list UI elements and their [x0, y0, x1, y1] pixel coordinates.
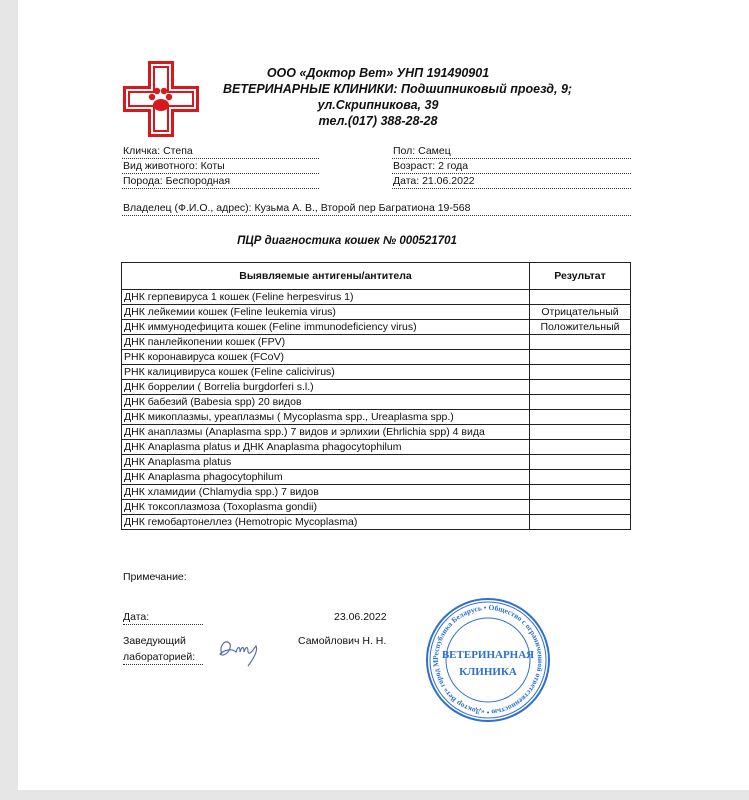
table-row: [122, 440, 631, 455]
test-result: [530, 410, 631, 425]
clinic-address-2: ул.Скрипникова, 39: [317, 98, 439, 112]
table-row: [122, 320, 631, 335]
pet-breed: Порода: Беспородная: [122, 175, 319, 189]
test-name: ДНК боррелии ( Borrelia burgdorferi s.l.): [122, 380, 530, 395]
table-row: [122, 350, 631, 365]
results-table: [121, 262, 631, 530]
test-name: ДНК иммунодефицита кошек (Feline immunodeficiency virus): [122, 320, 530, 335]
visit-date: Дата: 21.06.2022: [392, 175, 631, 189]
test-result: Положительный: [530, 320, 631, 335]
test-name: ДНК хламидии (Chlamydia spp.) 7 видов: [122, 485, 530, 500]
head-name: Самойлович Н. Н.: [298, 635, 387, 647]
clinic-phone: тел.(017) 388-28-28: [318, 114, 438, 128]
table-row: [122, 485, 631, 500]
stamp-ring-text: Республика Беларусь • Общество с ограниченной ответственностью • «Доктор Вет» город М: [430, 602, 546, 718]
clinic-logo-cross-paw-icon: [122, 60, 200, 138]
column-header-antigens: Выявляемые антигены/антитела: [122, 263, 530, 290]
test-result: [530, 335, 631, 350]
clinic-name: ООО «Доктор Вет» УНП 191490901: [266, 66, 490, 80]
table-row: [122, 470, 631, 485]
test-result: Отрицательный: [530, 305, 631, 320]
test-name: ДНК Anaplasma platus: [122, 455, 530, 470]
table-row: [122, 410, 631, 425]
clinic-stamp: [424, 596, 552, 724]
signature-icon: [214, 632, 274, 670]
stamp-text-2: КЛИНИКА: [459, 666, 517, 678]
table-row: [122, 290, 631, 305]
test-result: [530, 290, 631, 305]
pet-sex: Пол: Самец: [392, 145, 631, 159]
test-name: РНК калицивируса кошек (Feline calicivirus): [122, 365, 530, 380]
test-name: ДНК лейкемии кошек (Feline leukemia virus): [122, 305, 530, 320]
test-name: ДНК панлейкопении кошек (FPV): [122, 335, 530, 350]
test-result: [530, 455, 631, 470]
table-row: [122, 365, 631, 380]
test-result: [530, 485, 631, 500]
pet-species: Вид животного: Коты: [122, 160, 319, 174]
pet-age: Возраст: 2 года: [392, 160, 631, 174]
head-label-1: Заведующий: [123, 635, 186, 647]
report-date: 23.06.2022: [334, 611, 387, 623]
test-result: [530, 515, 631, 530]
owner-info: Владелец (Ф.И.О., адрес): Кузьма А. В., Второй пер Багратиона 19-568: [122, 202, 631, 216]
test-result: [530, 380, 631, 395]
test-result: [530, 395, 631, 410]
stamp-text-1: ВЕТЕРИНАРНАЯ: [441, 649, 535, 661]
table-row: [122, 335, 631, 350]
document-page: [18, 0, 749, 790]
test-result: [530, 350, 631, 365]
clinic-address: ВЕТЕРИНАРНЫЕ КЛИНИКИ: Подшипниковый проезд, 9;: [223, 82, 573, 96]
table-row: [122, 395, 631, 410]
pet-name: Кличка: Степа: [122, 145, 319, 159]
table-row: [122, 380, 631, 395]
test-result: [530, 425, 631, 440]
test-name: ДНК токсоплазмоза (Toxoplasma gondii): [122, 500, 530, 515]
test-name: ДНК герпевируса 1 кошек (Feline herpesvirus 1): [122, 290, 530, 305]
table-row: [122, 425, 631, 440]
table-row: [122, 515, 631, 530]
stamp-seal-icon: [424, 596, 552, 724]
note-label: Примечание:: [123, 571, 187, 583]
test-result: [530, 470, 631, 485]
test-result: [530, 365, 631, 380]
test-name: ДНК микоплазмы, уреаплазмы ( Mycoplasma spp., Ureaplasma spp.): [122, 410, 530, 425]
document-title: ПЦР диагностика кошек № 000521701: [237, 235, 457, 247]
head-label-2: лабораторией:: [123, 650, 203, 665]
table-row: [122, 455, 631, 470]
table-row: [122, 500, 631, 515]
test-result: [530, 500, 631, 515]
column-header-result: Результат: [530, 263, 631, 290]
test-name: ДНК гемобартонеллез (Hemotropic Mycoplasma): [122, 515, 530, 530]
test-name: ДНК анаплазмы (Anaplasma spp.) 7 видов и эрлихии (Ehrlichia spp) 4 вида: [122, 425, 530, 440]
test-name: ДНК Anaplasma platus и ДНК Anaplasma phagocytophilum: [122, 440, 530, 455]
table-row: [122, 305, 631, 320]
test-name: ДНК Anaplasma phagocytophilum: [122, 470, 530, 485]
date-label: Дата:: [123, 610, 203, 625]
test-name: ДНК бабезий (Babesia spp) 20 видов: [122, 395, 530, 410]
test-result: [530, 440, 631, 455]
test-name: РНК коронавируса кошек (FCoV): [122, 350, 530, 365]
